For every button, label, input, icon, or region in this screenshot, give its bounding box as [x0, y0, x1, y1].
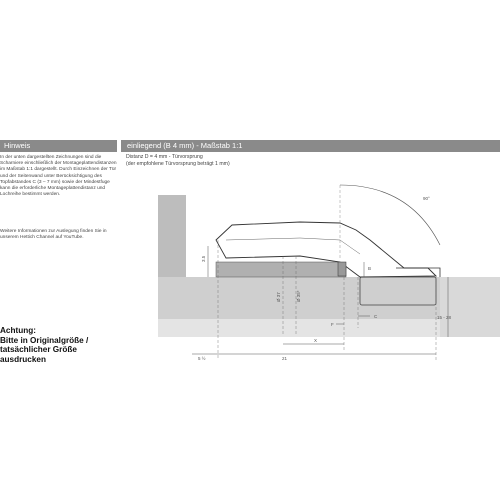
bore-label-1: Ø 37: [276, 292, 281, 302]
angle-label: 90°: [423, 196, 430, 201]
warning-line-2: Bitte in Originalgröße /: [0, 335, 89, 345]
bottom-large-label: 21: [282, 356, 288, 361]
c-label: C: [374, 314, 378, 319]
mounting-plate: [216, 262, 346, 277]
f-label: F: [331, 322, 334, 327]
diagram-header: einliegend (B 4 mm) - Maßstab 1:1: [121, 140, 500, 152]
b-label: B: [368, 266, 372, 271]
bore-label-2: Ø 35*: [296, 290, 301, 302]
more-info-paragraph: Weitere Informationen zur Auslegung finden Sie in unserem Hettich Channel auf YouTube.: [0, 229, 107, 241]
distance-note: Distanz D = 4 mm - Türvorsprung: [126, 154, 203, 160]
hinge-cup: [360, 277, 436, 305]
hinweis-paragraph: In der unten dargestellten Zeichnungen sind die Scharniere einschließlich der Montageplattendistanzen im Maßstab 1:1 dargestellt. Durch Einzeichnen der Tür und der Seitenwand unter Berücksichtigung des Topfabstandes C (3 – 7 mm) sowie der Mindestfuge kann die erforderliche Montageplattendistanz und Lochreihe bestimmt werden.: [0, 155, 117, 198]
hinweis-header: Hinweis: [0, 140, 117, 152]
bottom-small-label: 5 ½: [198, 356, 206, 361]
right-panel: [440, 277, 500, 337]
warning-title: Achtung:: [0, 326, 36, 335]
height-label: 3.5: [201, 255, 206, 262]
hinge-pin: [338, 262, 346, 276]
warning-line-3: tatsächlicher Größe ausdrucken: [0, 345, 77, 364]
side-panel: [158, 195, 186, 277]
recommendation-note: (der empfohlene Türvorsprung beträgt 1 mm): [126, 161, 230, 167]
x-label: X: [314, 338, 318, 343]
door-thickness-label: 15 - 28: [437, 315, 452, 320]
